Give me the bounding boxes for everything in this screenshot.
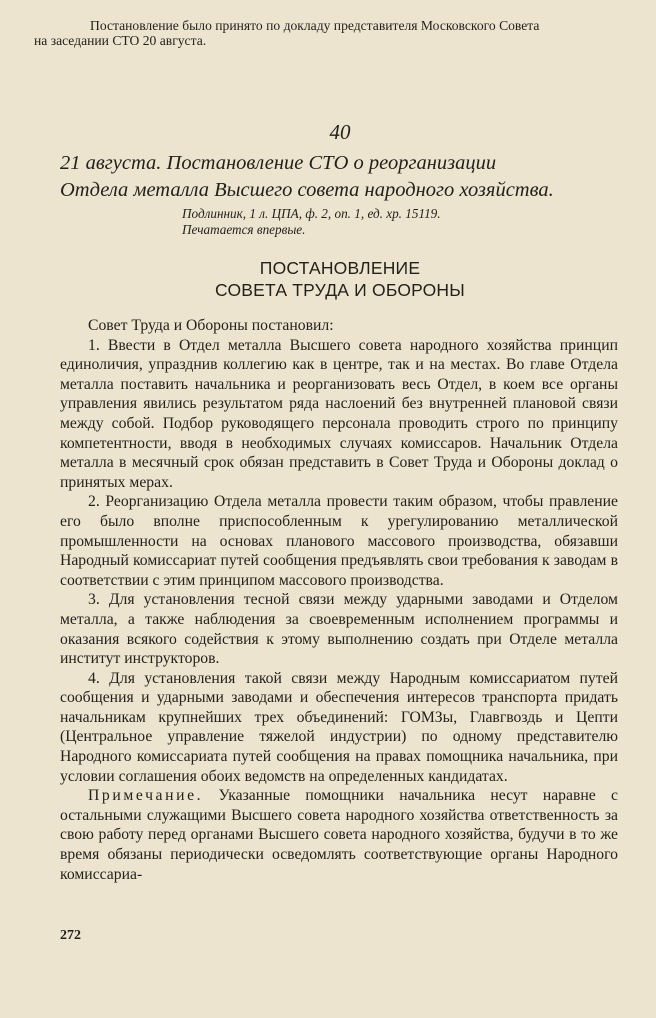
note-label: Примечание. bbox=[88, 787, 204, 805]
archive-source-line-2: Печатается впервые. bbox=[182, 221, 306, 237]
document-heading-line-2: Отдела металла Высшего совета народного хозяйства. bbox=[60, 179, 554, 201]
note-paragraph bbox=[60, 786, 618, 884]
archive-source bbox=[182, 206, 441, 237]
paragraph-1: 1. Ввести в Отдел металла Высшего совета народного хозяйства принцип единоличия, упразднив коллегию как в центре, так и на местах. Во главе Отдела металла поставить начальника и реорганизовать весь Отдел, в коем все органы управления явились результатом ряда наслоений без внутренней плановой связи между собой. Подбор руководящего персонала проводить строго по принципу компетентности, вводя в необходимых случаях комиссаров. Начальник Отдела металла в месячный срок обязан представить в Совет Труда и Обороны доклад о принятых мерах. bbox=[60, 336, 618, 491]
paragraph-2: 2. Реорганизацию Отдела металла провести таким образом, чтобы правление его было вполне приспособленным к урегулированию металлической промышленности на основах планового массового производства, обязавши Народный комиссариат путей сообщения предъявлять свои требования к заводам в соответствии с этим принципом массового производства. bbox=[60, 493, 618, 589]
paragraph-4: 4. Для установления такой связи между Народным комиссариатом путей сообщения и ударными заводами и обеспечения интересов транспорта придать начальникам крупнейших трех объединений: ГОМЗы, Главгвоздь и Цепти (Центральное управление тяжелой индустрии) по одному представителю Народного комиссариата путей сообщения на правах помощника начальника, при условии соглашения обоих ведомств на определенных кандидатах. bbox=[60, 669, 618, 785]
resolution-title-line-1: ПОСТАНОВЛЕНИЕ bbox=[259, 258, 421, 278]
paragraph-3: 3. Для установления тесной связи между ударными заводами и Отделом металла, а также наблюдения за своевременным исполнением программы и оказания всякого содействия к этому выполнению создать при Отделе металла институт инструкторов. bbox=[60, 591, 618, 668]
page-number: 272 bbox=[60, 928, 81, 943]
document-heading bbox=[60, 150, 620, 204]
document-heading-line-1: 21 августа. Постановление СТО о реорганизации bbox=[60, 152, 497, 174]
resolution-body bbox=[60, 316, 618, 884]
resolution-title bbox=[0, 257, 656, 301]
resolution-intro: Совет Труда и Обороны постановил: bbox=[88, 317, 334, 334]
resolution-title-line-2: СОВЕТА ТРУДА И ОБОРОНЫ bbox=[215, 280, 465, 300]
note-text: Указанные помощники начальника несут наравне с остальными служащими Высшего совета народного хозяйства ответственность за свою работу перед органами Высшего совета народного хозяйства, будучи в то же время обязаны периодически осведомлять соответствующие органы Народного комиссариа- bbox=[60, 787, 619, 883]
document-number: 40 bbox=[329, 120, 351, 144]
top-note-line-2: на заседании СТО 20 августа. bbox=[34, 33, 207, 48]
top-note bbox=[34, 18, 622, 48]
top-note-line-1: Постановление было принято по докладу представителя Московского Совета bbox=[90, 18, 540, 33]
archive-source-line-1: Подлинник, 1 л. ЦПА, ф. 2, оп. 1, ед. хр. 15119. bbox=[182, 206, 441, 221]
